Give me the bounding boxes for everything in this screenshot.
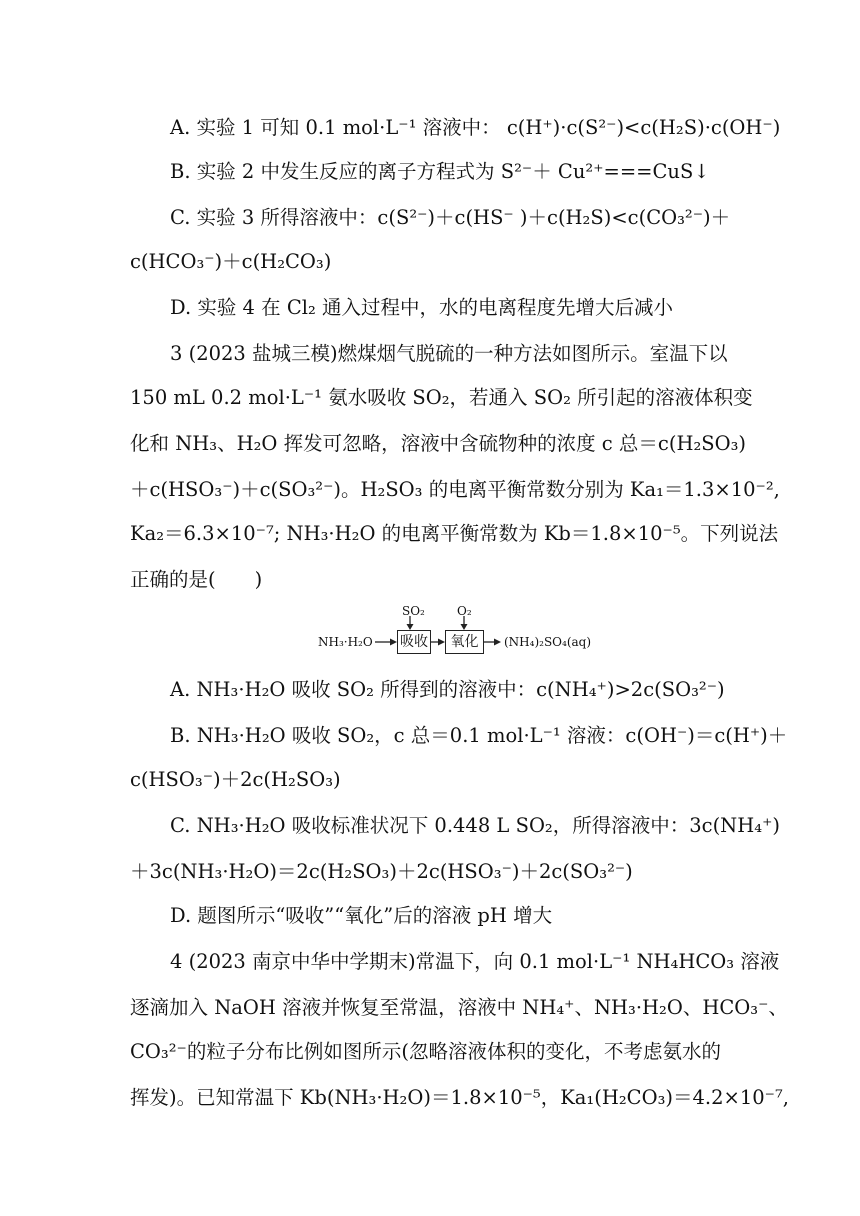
q3-stem-line4: ＋c(HSO₃⁻)＋c(SO₃²⁻)。H₂SO₃ 的电离平衡常数分别为 Ka₁＝1.3×10⁻², (130, 478, 780, 501)
q2-option-c-line1: C. 实验 3 所得溶液中：c(S²⁻)＋c(HS⁻ )＋c(H₂S)<c(CO₃²⁻)＋ (170, 206, 731, 229)
q3-stem-line6: 正确的是( ) (130, 568, 263, 591)
q2-option-c-line2: c(HCO₃⁻)＋c(H₂CO₃) (130, 250, 332, 273)
q3-option-a: A. NH₃·H₂O 吸收 SO₂ 所得到的溶液中：c(NH₄⁺)>2c(SO₃²⁻) (170, 678, 725, 701)
q2-option-d: D. 实验 4 在 Cl₂ 通入过程中，水的电离程度先增大后减小 (170, 296, 674, 319)
oxidize-box: 氧化 (445, 630, 484, 654)
q2-option-a: A. 实验 1 可知 0.1 mol·L⁻¹ 溶液中： c(H⁺)·c(S²⁻)<c(H₂S)·c(OH⁻) (170, 116, 781, 139)
input-label: NH₃·H₂O (318, 635, 373, 649)
q4-stem-line3: CO₃²⁻的粒子分布比例如图所示(忽略溶液体积的变化，不考虑氨水的 (130, 1040, 721, 1063)
q2-option-b: B. 实验 2 中发生反应的离子方程式为 S²⁻＋ Cu²⁺===CuS↓ (170, 160, 710, 183)
absorb-box: 吸收 (397, 630, 431, 654)
q3-option-c-line2: ＋3c(NH₃·H₂O)＝2c(H₂SO₃)＋2c(HSO₃⁻)＋2c(SO₃²⁻) (130, 860, 633, 883)
q3-stem-line1: 3 (2023 盐城三模)燃煤烟气脱硫的一种方法如图所示。室温下以 (170, 342, 728, 365)
output-label: (NH₄)₂SO₄(aq) (504, 635, 592, 649)
o2-reagent-label: O₂ (457, 604, 472, 618)
q3-stem-line2: 150 mL 0.2 mol·L⁻¹ 氨水吸收 SO₂，若通入 SO₂ 所引起的溶液体积变 (130, 386, 753, 409)
q3-stem-line5: Ka₂＝6.3×10⁻⁷; NH₃·H₂O 的电离平衡常数为 Kb＝1.8×10⁻⁵。下列说法 (130, 522, 779, 545)
q4-stem-line2: 逐滴加入 NaOH 溶液并恢复至常温，溶液中 NH₄⁺、NH₃·H₂O、HCO₃⁻、 (130, 996, 788, 1019)
q3-option-c-line1: C. NH₃·H₂O 吸收标准状况下 0.448 L SO₂，所得溶液中：3c(NH₄⁺) (170, 814, 780, 837)
so2-reagent-label: SO₂ (402, 604, 425, 618)
desulfurization-flow-diagram (318, 604, 618, 660)
q4-stem-line1: 4 (2023 南京中华中学期末)常温下，向 0.1 mol·L⁻¹ NH₄HCO₃ 溶液 (170, 950, 780, 973)
q3-option-b-line2: c(HSO₃⁻)＋2c(H₂SO₃) (130, 768, 341, 791)
q3-option-b-line1: B. NH₃·H₂O 吸收 SO₂，c 总＝0.1 mol·L⁻¹ 溶液：c(OH⁻)＝c(H⁺)＋ (170, 724, 788, 747)
q4-stem-line4: 挥发)。已知常温下 Kb(NH₃·H₂O)＝1.8×10⁻⁵，Ka₁(H₂CO₃)＝4.2×10⁻⁷, (130, 1086, 789, 1109)
q3-option-d: D. 题图所示“吸收”“氧化”后的溶液 pH 增大 (170, 904, 553, 927)
q3-stem-line3: 化和 NH₃、H₂O 挥发可忽略，溶液中含硫物种的浓度 c 总＝c(H₂SO₃) (130, 432, 747, 455)
